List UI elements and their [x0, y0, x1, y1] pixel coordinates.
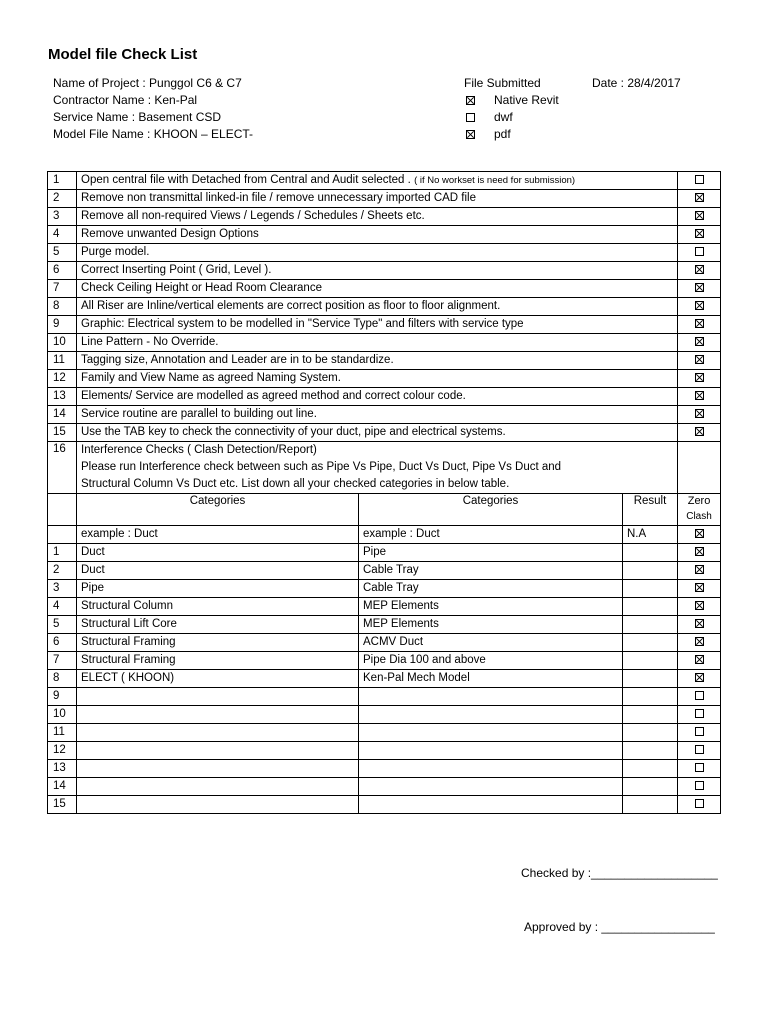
checklist-row [48, 388, 721, 406]
clash-category-1[interactable] [77, 742, 359, 760]
item-text: Open central file with Detached from Central and Audit selected . ( if No workset is need for submission) [77, 172, 678, 190]
clash-category-2[interactable] [359, 724, 623, 742]
clash-number: 4 [48, 598, 77, 616]
checklist-row [48, 190, 721, 208]
clash-result[interactable] [623, 742, 678, 760]
clash-number: 1 [48, 544, 77, 562]
zero-clash-checkbox[interactable] [695, 637, 704, 646]
file-option-checkbox[interactable] [466, 130, 475, 139]
file-option [464, 92, 559, 109]
clash-result[interactable] [623, 580, 678, 598]
zero-clash-checkbox[interactable] [695, 691, 704, 700]
item-number: 11 [48, 352, 77, 370]
clash-category-2[interactable] [359, 688, 623, 706]
clash-result[interactable] [623, 634, 678, 652]
file-option-checkbox[interactable] [466, 96, 475, 105]
clash-category-1[interactable] [77, 724, 359, 742]
clash-category-2[interactable]: ACMV Duct [359, 634, 623, 652]
example-cat2: example : Duct [359, 526, 623, 544]
approved-by: Approved by : _________________ [524, 920, 715, 934]
clash-category-1[interactable]: Structural Lift Core [77, 616, 359, 634]
clash-category-2[interactable] [359, 706, 623, 724]
clash-category-1[interactable] [77, 688, 359, 706]
item-number: 4 [48, 226, 77, 244]
clash-category-2[interactable]: Pipe [359, 544, 623, 562]
categories-header: Categories [359, 494, 623, 526]
item-number: 16 [48, 442, 77, 494]
zero-clash-checkbox[interactable] [695, 619, 704, 628]
clash-result[interactable] [623, 760, 678, 778]
clash-result[interactable] [623, 796, 678, 814]
clash-number: 13 [48, 760, 77, 778]
clash-row [48, 616, 721, 634]
zero-clash-checkbox[interactable] [695, 781, 704, 790]
item-checkbox[interactable] [695, 283, 704, 292]
checklist-row [48, 334, 721, 352]
checklist-row [48, 352, 721, 370]
checklist-row [48, 262, 721, 280]
file-option [464, 126, 559, 143]
checklist-row [48, 406, 721, 424]
clash-number: 6 [48, 634, 77, 652]
example-result: N.A [623, 526, 678, 544]
item-number: 6 [48, 262, 77, 280]
clash-category-1[interactable]: Duct [77, 562, 359, 580]
item-number: 5 [48, 244, 77, 262]
clash-row [48, 652, 721, 670]
item-checkbox[interactable] [695, 229, 704, 238]
item-number: 9 [48, 316, 77, 334]
file-option-label: dwf [494, 110, 513, 124]
zero-clash-checkbox[interactable] [695, 673, 704, 682]
file-option-label: Native Revit [494, 93, 559, 107]
clash-header-row [48, 494, 721, 526]
contractor-name: Contractor Name : Ken-Pal [53, 93, 198, 107]
example-cat1: example : Duct [77, 526, 359, 544]
clash-category-2[interactable]: MEP Elements [359, 598, 623, 616]
checklist-row [48, 226, 721, 244]
clash-row [48, 562, 721, 580]
clash-row [48, 760, 721, 778]
clash-category-1[interactable]: Pipe [77, 580, 359, 598]
item-text: Line Pattern - No Override. [77, 334, 678, 352]
checklist-table [47, 171, 721, 814]
project-info [53, 75, 253, 143]
item-checkbox[interactable] [695, 247, 704, 256]
item-number: 12 [48, 370, 77, 388]
clash-number: 3 [48, 580, 77, 598]
clash-result[interactable] [623, 724, 678, 742]
item-number: 13 [48, 388, 77, 406]
item-number: 7 [48, 280, 77, 298]
clash-result[interactable] [623, 688, 678, 706]
interference-text: Interference Checks ( Clash Detection/Report) Please run Interference check between such as Pipe Vs Pipe, Duct Vs Duct, Pipe Vs Duct and Structural Column Vs Duct etc. List down all your checked categories in below table. [77, 442, 678, 494]
checklist-row [48, 298, 721, 316]
item-checkbox[interactable] [695, 175, 704, 184]
clash-result[interactable] [623, 778, 678, 796]
file-submitted-label: File Submitted [464, 76, 541, 90]
clash-category-1[interactable] [77, 706, 359, 724]
clash-category-1[interactable] [77, 796, 359, 814]
clash-category-1[interactable]: Structural Framing [77, 652, 359, 670]
item-checkbox[interactable] [695, 409, 704, 418]
clash-category-1[interactable] [77, 778, 359, 796]
checklist-row [48, 316, 721, 334]
result-header: Result [623, 494, 678, 526]
clash-category-1[interactable]: ELECT ( KHOON) [77, 670, 359, 688]
zero-clash-checkbox[interactable] [695, 727, 704, 736]
checklist-row [48, 172, 721, 190]
zero-clash-checkbox[interactable] [695, 583, 704, 592]
item-checkbox[interactable] [695, 355, 704, 364]
clash-number: 2 [48, 562, 77, 580]
item-number: 3 [48, 208, 77, 226]
item-checkbox[interactable] [695, 391, 704, 400]
clash-category-2[interactable] [359, 760, 623, 778]
item-text: Check Ceiling Height or Head Room Clearance [77, 280, 678, 298]
clash-row [48, 634, 721, 652]
item-note: ( if No workset is need for submission) [414, 175, 576, 186]
clash-category-2[interactable] [359, 778, 623, 796]
clash-result[interactable] [623, 652, 678, 670]
model-file-name: Model File Name : KHOON – ELECT- [53, 127, 254, 141]
clash-result[interactable] [623, 598, 678, 616]
item-text: Purge model. [77, 244, 678, 262]
categories-header: Categories [77, 494, 359, 526]
checklist-row [48, 370, 721, 388]
item-text: Remove all non-required Views / Legends / Schedules / Sheets etc. [77, 208, 678, 226]
clash-result[interactable] [623, 562, 678, 580]
file-submitted [464, 75, 559, 143]
example-checkbox[interactable] [695, 529, 704, 538]
item-text: Graphic: Electrical system to be modelled in "Service Type" and filters with service type [77, 316, 678, 334]
item-text: All Riser are Inline/vertical elements are correct position as floor to floor alignment. [77, 298, 678, 316]
item-checkbox[interactable] [695, 319, 704, 328]
clash-category-2[interactable]: Pipe Dia 100 and above [359, 652, 623, 670]
checklist-row [48, 208, 721, 226]
clash-result[interactable] [623, 706, 678, 724]
item-number: 8 [48, 298, 77, 316]
date: Date : 28/4/2017 [592, 76, 681, 90]
clash-number: 14 [48, 778, 77, 796]
clash-result[interactable] [623, 544, 678, 562]
item-checkbox[interactable] [695, 211, 704, 220]
service-name: Service Name : Basement CSD [53, 110, 222, 124]
clash-category-1[interactable] [77, 760, 359, 778]
clash-number: 12 [48, 742, 77, 760]
clash-number: 7 [48, 652, 77, 670]
zero-clash-checkbox[interactable] [695, 709, 704, 718]
item-checkbox[interactable] [695, 301, 704, 310]
item-checkbox[interactable] [695, 373, 704, 382]
clash-row [48, 724, 721, 742]
zero-clash-checkbox[interactable] [695, 601, 704, 610]
item-number: 15 [48, 424, 77, 442]
clash-number: 5 [48, 616, 77, 634]
checked-by: Checked by :___________________ [521, 866, 718, 880]
example-row [48, 526, 721, 544]
zero-clash-checkbox[interactable] [695, 763, 704, 772]
clash-category-1[interactable]: Structural Column [77, 598, 359, 616]
item-text: Remove non transmittal linked-in file / remove unnecessary imported CAD file [77, 190, 678, 208]
clash-category-2[interactable]: Ken-Pal Mech Model [359, 670, 623, 688]
item-text: Service routine are parallel to building out line. [77, 406, 678, 424]
item-number: 2 [48, 190, 77, 208]
clash-row [48, 778, 721, 796]
zero-clash-checkbox[interactable] [695, 547, 704, 556]
clash-number: 8 [48, 670, 77, 688]
clash-category-2[interactable] [359, 742, 623, 760]
clash-row [48, 670, 721, 688]
item-text: Tagging size, Annotation and Leader are in to be standardize. [77, 352, 678, 370]
item-number: 1 [48, 172, 77, 190]
zero-clash-checkbox[interactable] [695, 565, 704, 574]
zero-clash-checkbox[interactable] [695, 799, 704, 808]
checklist-row [48, 280, 721, 298]
clash-number: 15 [48, 796, 77, 814]
clash-category-2[interactable] [359, 796, 623, 814]
item-checkbox[interactable] [695, 193, 704, 202]
item-text: Family and View Name as agreed Naming System. [77, 370, 678, 388]
clash-row [48, 796, 721, 814]
zero-clash-checkbox[interactable] [695, 745, 704, 754]
clash-category-2[interactable]: Cable Tray [359, 580, 623, 598]
page-title: Model file Check List [48, 46, 198, 63]
clash-number: 9 [48, 688, 77, 706]
clash-row [48, 688, 721, 706]
file-option [464, 109, 559, 126]
project-name: Name of Project : Punggol C6 & C7 [53, 76, 242, 90]
item-checkbox[interactable] [695, 427, 704, 436]
clash-row [48, 544, 721, 562]
clash-row [48, 742, 721, 760]
clash-category-1[interactable]: Structural Framing [77, 634, 359, 652]
item-number: 10 [48, 334, 77, 352]
checklist-row [48, 424, 721, 442]
clash-number: 11 [48, 724, 77, 742]
clash-number: 10 [48, 706, 77, 724]
clash-category-2[interactable]: MEP Elements [359, 616, 623, 634]
item-number: 14 [48, 406, 77, 424]
clash-row [48, 598, 721, 616]
clash-row [48, 706, 721, 724]
clash-result[interactable] [623, 616, 678, 634]
checklist-row [48, 244, 721, 262]
clash-category-1[interactable]: Duct [77, 544, 359, 562]
item-text: Elements/ Service are modelled as agreed method and correct colour code. [77, 388, 678, 406]
item-text: Remove unwanted Design Options [77, 226, 678, 244]
item-checkbox[interactable] [695, 337, 704, 346]
file-option-checkbox[interactable] [466, 113, 475, 122]
item-text: Use the TAB key to check the connectivity of your duct, pipe and electrical systems. [77, 424, 678, 442]
item-checkbox[interactable] [695, 265, 704, 274]
zero-clash-checkbox[interactable] [695, 655, 704, 664]
clash-row [48, 580, 721, 598]
clash-category-2[interactable]: Cable Tray [359, 562, 623, 580]
file-option-label: pdf [494, 127, 511, 141]
zero-clash-header: Zero Clash [678, 494, 721, 526]
interference-row [48, 442, 721, 494]
clash-result[interactable] [623, 670, 678, 688]
item-text: Correct Inserting Point ( Grid, Level ). [77, 262, 678, 280]
